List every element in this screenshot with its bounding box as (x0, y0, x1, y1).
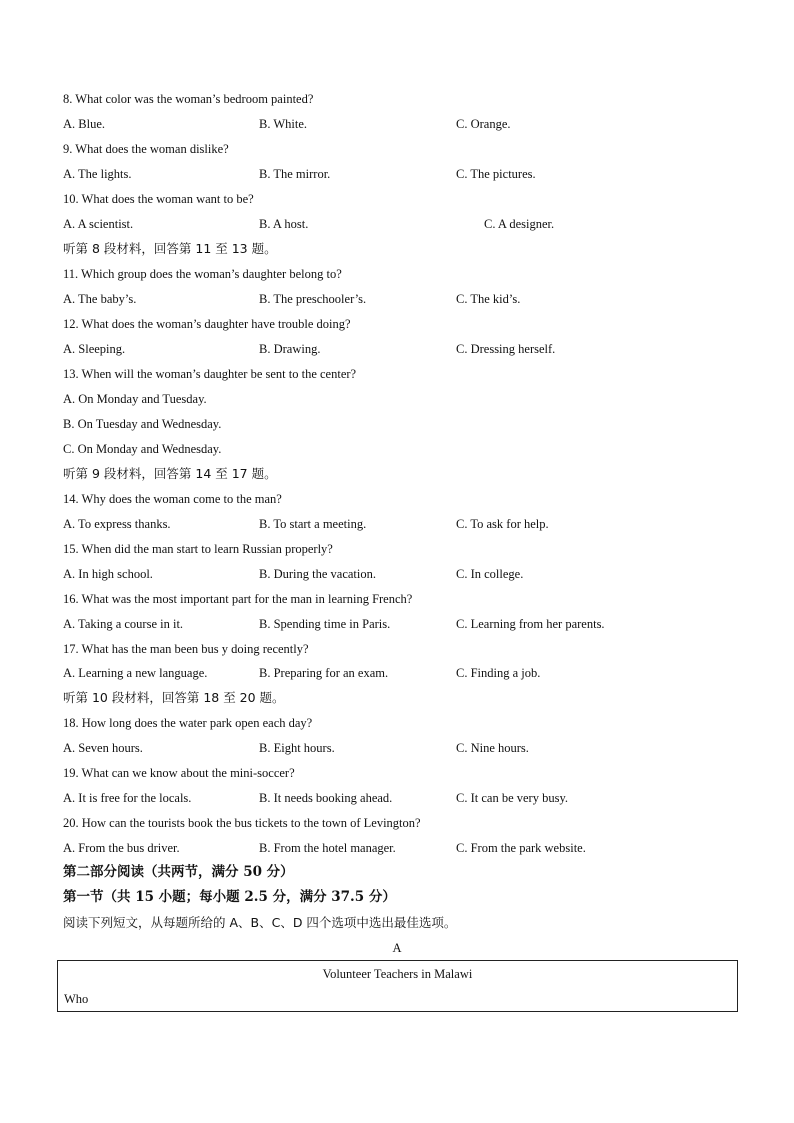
question-14-option-c: C. To ask for help. (456, 517, 549, 531)
question-19-stem: 19. What can we know about the mini-soccer? (63, 766, 295, 780)
question-13-option-b: B. On Tuesday and Wednesday. (63, 417, 222, 431)
question-10-option-a: A. A scientist. (63, 217, 134, 231)
question-20-stem: 20. How can the tourists book the bus tickets to the town of Levington? (63, 816, 421, 830)
question-18-option-b: B. Eight hours. (259, 741, 335, 755)
question-15-option-b: B. During the vacation. (259, 567, 376, 581)
question-17-option-c: C. Finding a job. (456, 666, 541, 680)
passage-who-label: Who (64, 992, 89, 1006)
question-8-option-a: A. Blue. (63, 117, 106, 131)
question-19-option-a: A. It is free for the locals. (63, 791, 192, 805)
question-11-option-c: C. The kid’s. (456, 292, 521, 306)
section-9-instruction: 听第 9 段材料，回答第 14 至 17 题。 (63, 466, 277, 481)
section-1-heading: 第一节（共 15 小题；每小题 2.5 分，满分 37.5 分） (63, 889, 396, 905)
question-8-stem: 8. What color was the woman’s bedroom painted? (63, 92, 314, 106)
question-9-stem: 9. What does the woman dislike? (63, 142, 229, 156)
question-17-option-a: A. Learning a new language. (63, 666, 208, 680)
question-15-stem: 15. When did the man start to learn Russian properly? (63, 542, 333, 556)
question-15-option-a: A. In high school. (63, 567, 153, 581)
question-19-option-b: B. It needs booking ahead. (259, 791, 393, 805)
question-11-stem: 11. Which group does the woman’s daughter belong to? (63, 267, 342, 281)
question-10-option-b: B. A host. (259, 217, 309, 231)
part-2-heading: 第二部分阅读（共两节，满分 50 分） (63, 864, 294, 880)
section-10-instruction: 听第 10 段材料，回答第 18 至 20 题。 (63, 690, 285, 705)
question-20-option-c: C. From the park website. (456, 841, 586, 855)
question-14-stem: 14. Why does the woman come to the man? (63, 492, 282, 506)
question-17-stem: 17. What has the man been bus y doing recently? (63, 642, 309, 656)
question-16-stem: 16. What was the most important part for the man in learning French? (63, 592, 413, 606)
section-8-instruction: 听第 8 段材料，回答第 11 至 13 题。 (63, 241, 277, 256)
question-16-option-c: C. Learning from her parents. (456, 617, 605, 631)
question-10-option-c: C. A designer. (484, 217, 555, 231)
question-12-option-c: C. Dressing herself. (456, 342, 556, 356)
question-9-option-c: C. The pictures. (456, 167, 536, 181)
question-20-option-a: A. From the bus driver. (63, 841, 180, 855)
question-11-option-b: B. The preschooler’s. (259, 292, 367, 306)
reading-instruction: 阅读下列短文，从每题所给的 A、B、C、D 四个选项中选出最佳选项。 (63, 915, 457, 930)
question-10-stem: 10. What does the woman want to be? (63, 192, 254, 206)
question-9-option-a: A. The lights. (63, 167, 132, 181)
question-18-option-a: A. Seven hours. (63, 741, 143, 755)
question-8-option-b: B. White. (259, 117, 308, 131)
passage-title: Volunteer Teachers in Malawi (322, 967, 473, 981)
passage-label: A (392, 941, 402, 955)
question-8-option-c: C. Orange. (456, 117, 511, 131)
question-17-option-b: B. Preparing for an exam. (259, 666, 389, 680)
question-12-option-b: B. Drawing. (259, 342, 321, 356)
question-13-option-a: A. On Monday and Tuesday. (63, 392, 207, 406)
question-19-option-c: C. It can be very busy. (456, 791, 569, 805)
passage-box (57, 960, 738, 1012)
question-15-option-c: C. In college. (456, 567, 524, 581)
question-14-option-b: B. To start a meeting. (259, 517, 367, 531)
question-13-option-c: C. On Monday and Wednesday. (63, 442, 222, 456)
question-13-stem: 13. When will the woman’s daughter be sent to the center? (63, 367, 357, 381)
question-16-option-a: A. Taking a course in it. (63, 617, 184, 631)
question-16-option-b: B. Spending time in Paris. (259, 617, 391, 631)
question-11-option-a: A. The baby’s. (63, 292, 137, 306)
question-20-option-b: B. From the hotel manager. (259, 841, 396, 855)
question-18-stem: 18. How long does the water park open each day? (63, 716, 313, 730)
question-9-option-b: B. The mirror. (259, 167, 331, 181)
question-18-option-c: C. Nine hours. (456, 741, 529, 755)
question-12-option-a: A. Sleeping. (63, 342, 126, 356)
question-12-stem: 12. What does the woman’s daughter have trouble doing? (63, 317, 351, 331)
question-14-option-a: A. To express thanks. (63, 517, 171, 531)
